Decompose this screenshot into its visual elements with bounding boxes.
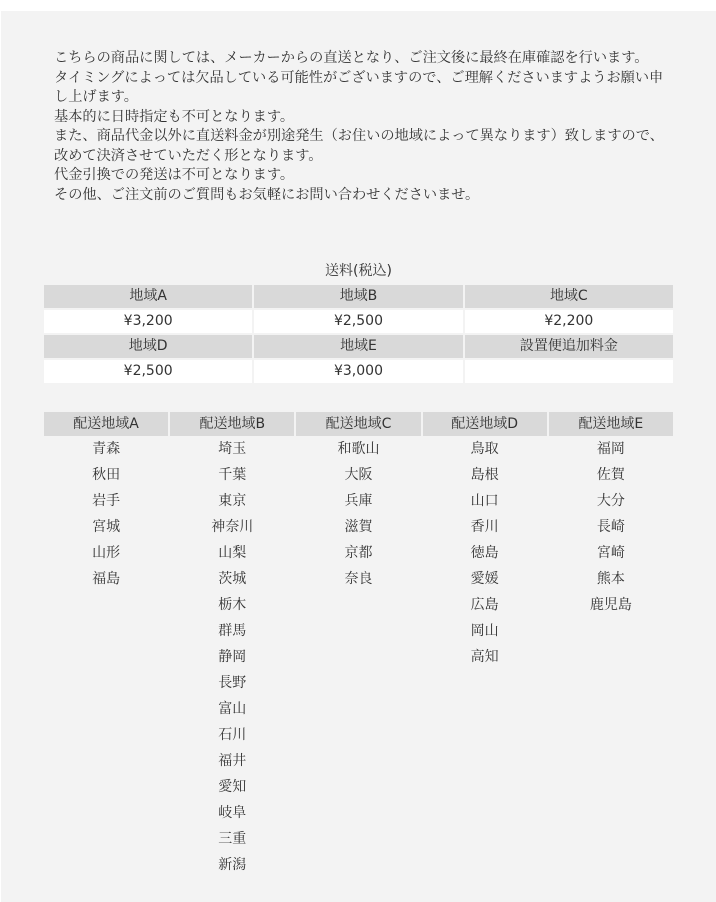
prefecture-item: 岩手 xyxy=(92,493,121,509)
notice-line: また、商品代金以外に直送料金が別途発生（お住いの地域によって異なります）致しますので、改めて決済させていただく形となります。 xyxy=(54,128,664,164)
region-list-a xyxy=(44,436,168,881)
region-list-e xyxy=(549,436,673,881)
prefecture-item: 山形 xyxy=(92,545,121,561)
prefecture-item: 熊本 xyxy=(596,571,625,587)
prefecture-item: 愛媛 xyxy=(470,571,499,587)
notice-line: その他、ご注文前のご質問もお気軽にお問い合わせくださいませ。 xyxy=(54,186,480,203)
prefecture-item: 鹿児島 xyxy=(589,597,632,613)
shipping-notice xyxy=(54,49,674,205)
prefecture-item: 島根 xyxy=(470,467,499,483)
fee-value-row xyxy=(44,310,673,333)
prefecture-item: 静岡 xyxy=(218,649,247,665)
prefecture-item: 鳥取 xyxy=(470,441,499,457)
prefecture-item: 福井 xyxy=(218,753,247,769)
prefecture-item: 富山 xyxy=(218,701,247,717)
fee-value-row xyxy=(44,360,673,383)
fee-table-caption: 送料(税込) xyxy=(325,263,392,279)
region-header-c: 配送地域C xyxy=(296,412,420,436)
fee-value-cell: ¥2,500 xyxy=(44,360,252,383)
prefecture-item: 京都 xyxy=(344,545,373,561)
prefecture-item: 徳島 xyxy=(470,545,499,561)
prefecture-item: 新潟 xyxy=(218,857,247,873)
fee-header-row xyxy=(44,285,673,308)
notice-line: こちらの商品に関しては、メーカーからの直送となり、ご注文後に最終在庫確認を行います。 xyxy=(54,50,649,66)
prefecture-item: 大分 xyxy=(596,493,625,509)
prefecture-item: 千葉 xyxy=(218,467,247,483)
region-list-b xyxy=(170,436,294,881)
fee-header-row xyxy=(44,335,673,358)
prefecture-item: 栃木 xyxy=(218,597,247,613)
prefecture-item: 佐賀 xyxy=(596,467,625,483)
fee-header-cell: 設置便追加料金 xyxy=(465,335,673,358)
prefecture-item: 福島 xyxy=(92,571,121,587)
prefecture-item: 山口 xyxy=(470,493,499,509)
shipping-fee-table xyxy=(42,283,675,385)
notice-line: 代金引換での発送は不可となります。 xyxy=(54,167,295,183)
delivery-region-table xyxy=(42,412,675,881)
region-header-b: 配送地域B xyxy=(170,412,294,436)
prefecture-item: 高知 xyxy=(470,649,499,665)
prefecture-item: 山梨 xyxy=(218,545,247,561)
region-header-a: 配送地域A xyxy=(44,412,168,436)
prefecture-item: 茨城 xyxy=(218,571,247,587)
prefecture-item: 秋田 xyxy=(92,467,121,483)
notice-line: タイミングによっては欠品している可能性がございますので、ご理解くださいますようお願い申し上げます。 xyxy=(54,69,664,105)
region-list-d xyxy=(423,436,547,881)
fee-header-cell: 地域C xyxy=(465,285,673,308)
region-header-e: 配送地域E xyxy=(549,412,673,436)
region-header-row xyxy=(44,412,673,436)
prefecture-item: 宮城 xyxy=(92,519,121,535)
prefecture-item: 岐阜 xyxy=(218,805,247,821)
prefecture-item: 三重 xyxy=(218,831,247,847)
fee-header-cell: 地域A xyxy=(44,285,252,308)
prefecture-item: 福岡 xyxy=(596,441,625,457)
prefecture-item: 大阪 xyxy=(344,467,373,483)
prefecture-item: 香川 xyxy=(470,519,499,535)
prefecture-item: 広島 xyxy=(470,597,499,613)
prefecture-item: 滋賀 xyxy=(344,519,373,535)
prefecture-item: 長崎 xyxy=(596,519,625,535)
fee-header-cell: 地域B xyxy=(254,285,462,308)
prefecture-item: 愛知 xyxy=(218,779,247,795)
region-header-d: 配送地域D xyxy=(423,412,547,436)
prefecture-item: 群馬 xyxy=(218,623,247,639)
prefecture-item: 青森 xyxy=(92,441,121,457)
prefecture-item: 石川 xyxy=(218,727,247,743)
fee-header-cell: 地域D xyxy=(44,335,252,358)
prefecture-item: 和歌山 xyxy=(337,441,380,457)
prefecture-item: 奈良 xyxy=(344,571,373,587)
prefecture-item: 埼玉 xyxy=(218,441,247,457)
fee-value-cell xyxy=(465,360,673,383)
prefecture-item: 東京 xyxy=(218,493,247,509)
region-body-row xyxy=(44,436,673,881)
region-list-c xyxy=(296,436,420,881)
prefecture-item: 神奈川 xyxy=(211,519,254,535)
fee-value-cell: ¥2,200 xyxy=(465,310,673,333)
notice-line: 基本的に日時指定も不可となります。 xyxy=(54,108,295,125)
fee-header-cell: 地域E xyxy=(254,335,462,358)
prefecture-item: 兵庫 xyxy=(344,493,373,509)
fee-value-cell: ¥2,500 xyxy=(254,310,462,333)
fee-value-cell: ¥3,200 xyxy=(44,310,252,333)
prefecture-item: 宮崎 xyxy=(596,545,625,561)
prefecture-item: 岡山 xyxy=(470,623,499,639)
prefecture-item: 長野 xyxy=(218,675,247,691)
fee-value-cell: ¥3,000 xyxy=(254,360,462,383)
